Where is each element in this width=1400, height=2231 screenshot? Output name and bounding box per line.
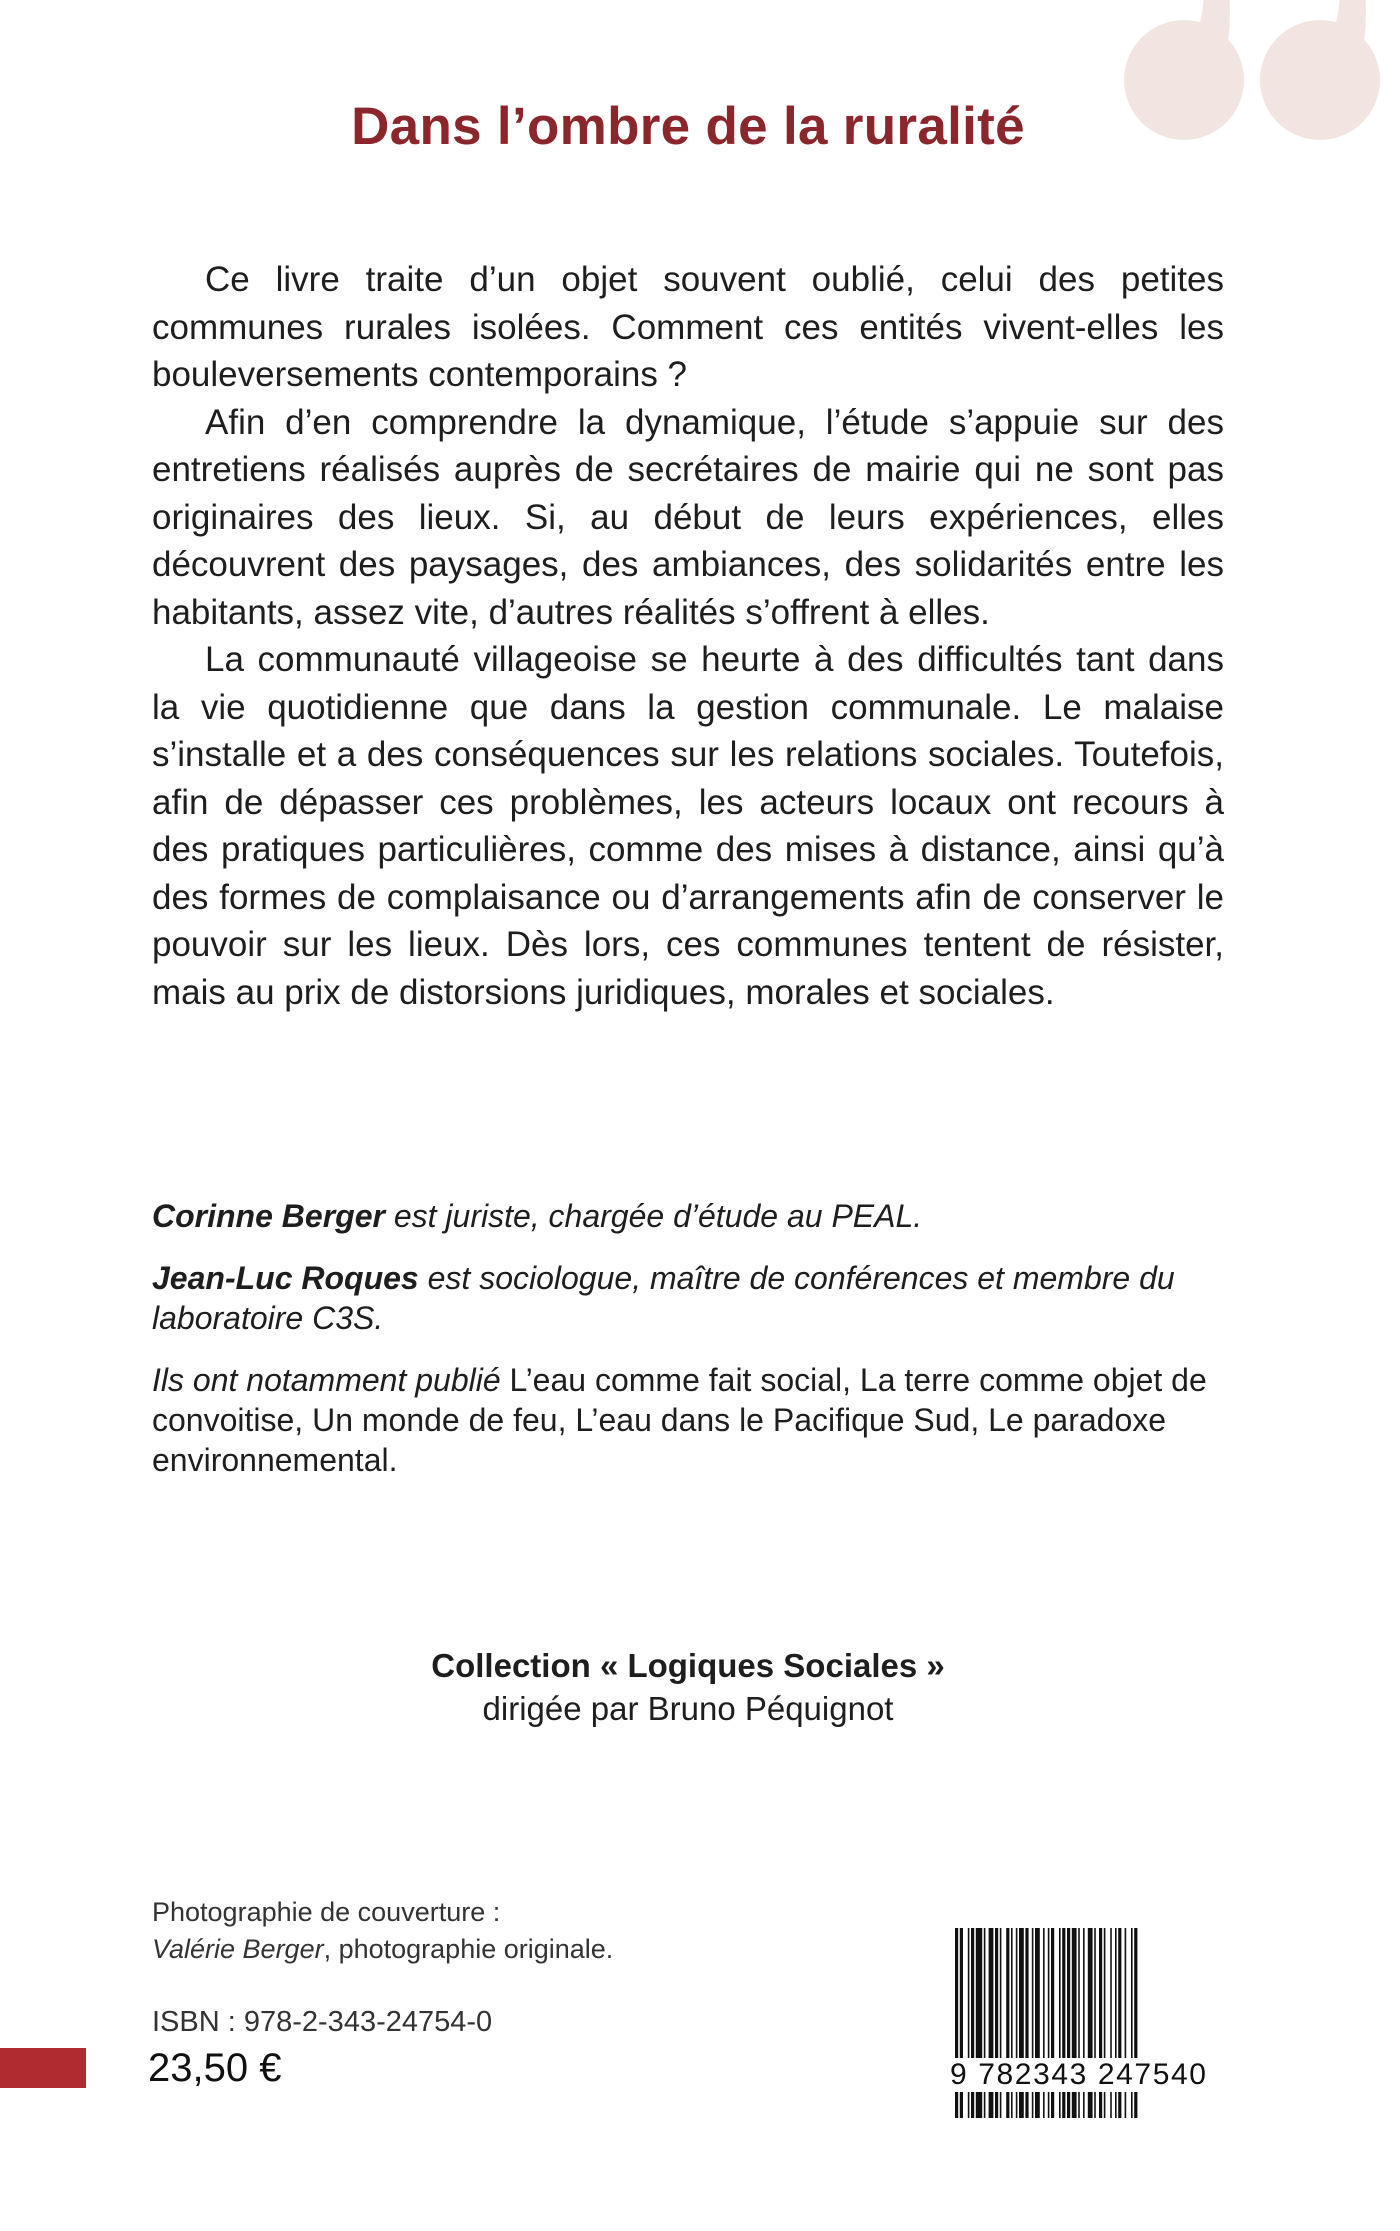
author-bio [152, 1258, 1224, 1338]
collection-block [0, 1644, 1376, 1730]
publications-intro: Ils ont notamment publié [152, 1362, 501, 1398]
synopsis-paragraph: Afin d’en comprendre la dynamique, l’étude s’appuie sur des entretiens réalisés auprès de secrétaires de mairie qui ne sont pas originaires des lieux. Si, au début de leurs expériences, elles découvrent des paysages, des ambiances, des solidarités entre les habitants, assez vite, d’autres réalités s’offrent à elles. [152, 402, 1224, 632]
publications-titles: L’eau comme fait social, La terre comme objet de convoitise, Un monde de feu, L’eau dans le Pacifique Sud, Le paradoxe environnemental. [152, 1362, 1207, 1478]
book-title: Dans l’ombre de la ruralité [351, 97, 1025, 156]
publications [152, 1360, 1224, 1480]
collection-name: Collection « Logiques Sociales » [431, 1647, 945, 1684]
accent-bar [0, 2048, 86, 2088]
synopsis-paragraph: La communauté villageoise se heurte à des difficultés tant dans la vie quotidienne que dans la gestion communale. Le malaise s’installe et a des conséquences sur les relations sociales. Toutefois, afin de dépasser ces problèmes, les acteurs locaux ont recours à des pratiques particulières, comme des mises à distance, ainsi qu’à des formes de complaisance ou d’arrangements afin de conserver le pouvoir sur les lieux. Dès lors, ces communes tentent de résister, mais au prix de distorsions juridiques, morales et sociales. [152, 640, 1224, 1012]
collection-director: dirigée par Bruno Péquignot [482, 1690, 894, 1727]
photo-note: , photographie originale. [323, 1934, 614, 1964]
author-bios [152, 1196, 1224, 1502]
author-bio [152, 1196, 1224, 1236]
photo-credit-line [152, 1931, 792, 1968]
author-description: est sociologue, maître de conférences et membre du laboratoire C3S. [152, 1260, 1175, 1336]
price: 23,50 € [148, 2046, 282, 2090]
barcode-number: 9 782343 247540 [950, 2058, 1218, 2092]
author-name: Corinne Berger [152, 1198, 385, 1234]
synopsis-paragraph: Ce livre traite d’un objet souvent oublié, celui des petites communes rurales isolées. Comment ces entités vivent-elles les bouleversements contemporains ? [152, 260, 1224, 394]
photo-credit [152, 1894, 792, 1968]
author-description: est juriste, chargée d’étude au PEAL. [384, 1198, 923, 1234]
synopsis [152, 256, 1224, 1016]
author-name: Jean-Luc Roques [152, 1260, 419, 1296]
isbn: ISBN : 978-2-343-24754-0 [152, 2006, 493, 2038]
photo-credit-label: Photographie de couverture : [152, 1897, 501, 1927]
photographer-name: Valérie Berger [152, 1934, 324, 1964]
